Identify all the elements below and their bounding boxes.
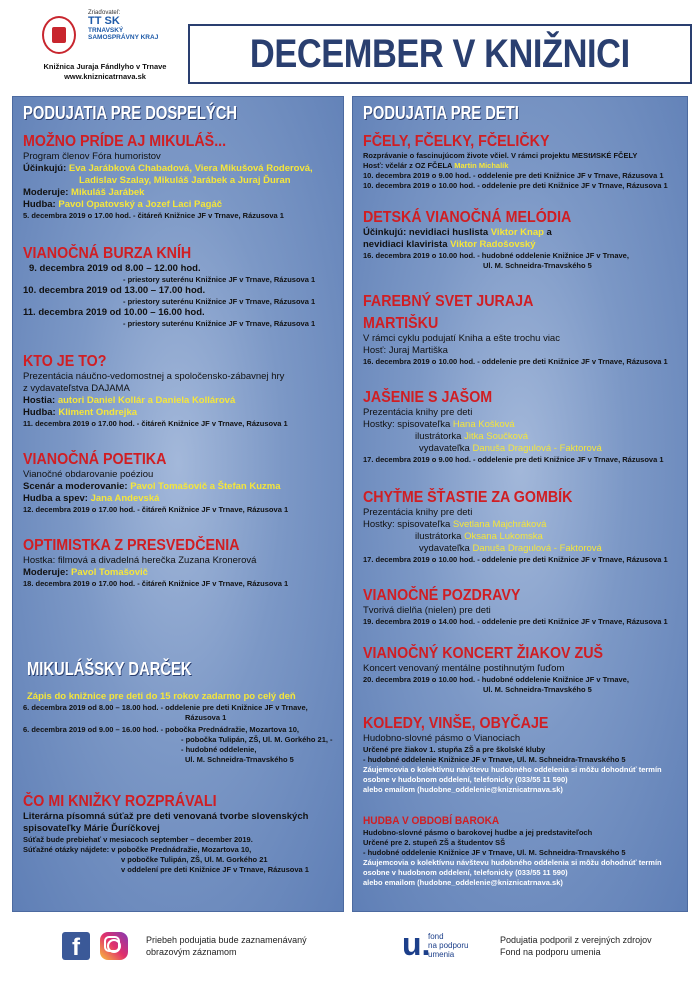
event-line: V rámci cyklu podujatí Kniha a ešte trochu viac bbox=[363, 333, 560, 344]
event-kto-je-to bbox=[23, 353, 339, 429]
event-title: CHYŤME ŠŤASTIE ZA GOMBÍK bbox=[363, 489, 573, 506]
event-line bbox=[23, 187, 339, 199]
music: Pavol Opatovský a Jozef Laci Pagáč bbox=[58, 199, 223, 210]
event-title: HUDBA V OBDOBÍ BAROKA bbox=[363, 815, 500, 827]
event-title: KTO JE TO? bbox=[23, 353, 107, 370]
event-line: osobne v hudobnom oddelení, telefonicky (033/55 11 590) bbox=[363, 775, 568, 784]
event-line: - hudobné oddelenie, bbox=[181, 745, 257, 754]
guest: Danuša Dragulová - Faktorová bbox=[472, 443, 602, 454]
event-line: - pobočka Tulipán, ZŠ, Ul. M. Gorkého 21, - bbox=[181, 735, 333, 744]
event-title: MARTIŠKU bbox=[363, 315, 439, 332]
event-line bbox=[23, 493, 339, 505]
event-line bbox=[363, 531, 685, 543]
event-line bbox=[363, 227, 685, 239]
event-line: Prezentácia knihy pre deti bbox=[363, 407, 473, 418]
event-line: Prezentácia knihy pre deti bbox=[363, 507, 473, 518]
guest: Danuša Dragulová - Faktorová bbox=[472, 543, 602, 554]
event-line bbox=[23, 845, 339, 855]
event-line bbox=[363, 519, 685, 531]
fpu-logo-text bbox=[428, 932, 468, 959]
event-line: Literárna písomná súťaž pre deti venovaná tvorbe slovenských bbox=[23, 811, 309, 822]
event-title: OPTIMISTKA Z PRESVEDČENIA bbox=[23, 537, 240, 554]
label: vydavateľka bbox=[419, 443, 473, 454]
date: 6. decembra 2019 od 9.00 – 16.00 hod. bbox=[23, 725, 159, 734]
page-title: DECEMBER V KNIŽNICI bbox=[250, 31, 630, 76]
support-note-line: Podujatia podporil z verejných zdrojov bbox=[500, 935, 652, 945]
event-date: 12. decembra 2019 o 17.00 hod. - čitáreň Knižnice JF v Trnave, Rázusova 1 bbox=[23, 505, 289, 514]
instagram-icon[interactable] bbox=[100, 932, 128, 960]
mikulassky-heading: MIKULÁŠSKY DARČEK bbox=[27, 659, 192, 679]
fpu-line: na podporu bbox=[428, 941, 469, 950]
event-line: alebo emailom (hudobne_oddelenie@kniznicatrnava.sk) bbox=[363, 878, 563, 887]
event-title: JAŠENIE S JAŠOM bbox=[363, 389, 493, 406]
support-note bbox=[500, 934, 652, 958]
event-line: Tvorivá dielňa (nielen) pre deti bbox=[363, 605, 491, 616]
label: Účinkujú: bbox=[23, 163, 69, 174]
event-line bbox=[23, 199, 339, 211]
event-line bbox=[363, 543, 685, 555]
recording-note-line: obrazovým záznamom bbox=[146, 947, 237, 957]
event-date: 10. decembra 2019 o 9.00 hod. - oddelenie pre deti Knižnice JF v Trnave, Rázusova 1 bbox=[363, 171, 664, 180]
event-line: v pobočke Tulipán, ZŠ, Ul. M. Gorkého 21 bbox=[121, 855, 268, 864]
place: - oddelenie pre deti Knižnice JF v Trnave, bbox=[160, 703, 308, 712]
event-line: v oddelení pre deti Knižnice JF v Trnave, Rázusova 1 bbox=[121, 865, 309, 874]
zriadovatel-label: Zriaďovateľ: bbox=[88, 10, 121, 16]
event-line: Určené pre 2. stupeň ZŠ a študentov SŠ bbox=[363, 838, 506, 847]
event-line bbox=[363, 161, 685, 171]
adults-heading: PODUJATIA PRE DOSPELÝCH bbox=[23, 103, 238, 123]
event-date: 19. decembra 2019 o 14.00 hod. - oddelenie pre deti Knižnice JF v Trnave, Rázusova 1 bbox=[363, 617, 668, 626]
event-date: 17. decembra 2019 o 9.00 hod. - oddelenie pre deti Knižnice JF v Trnave, Rázusova 1 bbox=[363, 455, 664, 464]
recording-note bbox=[146, 934, 307, 958]
crest-icon bbox=[42, 16, 76, 54]
library-name: Knižnica Juraja Fándlyho v Trnave bbox=[43, 62, 167, 71]
event-line bbox=[363, 443, 685, 455]
event-fcely bbox=[363, 133, 685, 191]
event-title: MOŽNO PRÍDE AJ MIKULÁŠ... bbox=[23, 133, 227, 150]
library-name-block bbox=[30, 62, 180, 82]
event-vianocne-pozdravy bbox=[363, 587, 685, 627]
performer: Viktor Knap bbox=[490, 227, 544, 238]
event-line bbox=[23, 407, 339, 419]
guest: Svetlana Majchráková bbox=[452, 519, 547, 530]
event-line: Zápis do knižnice pre deti do 15 rokov zadarmo po celý deň bbox=[27, 691, 296, 702]
event-line bbox=[363, 419, 685, 431]
event-farebny-svet bbox=[363, 293, 685, 367]
event-line: - hudobné oddelenie Knižnice JF v Trnave, Ul. M. Schneidra-Trnavského 5 bbox=[363, 755, 626, 764]
event-line: spisovateľky Márie Ďuríčkovej bbox=[23, 823, 160, 834]
event-place: - priestory suterénu Knižnice JF v Trnave, Rázusova 1 bbox=[123, 319, 316, 328]
event-place: - priestory suterénu Knižnice JF v Trnave, Rázusova 1 bbox=[123, 275, 316, 284]
guest: Oksana Lukomska bbox=[464, 531, 543, 542]
music: Kliment Ondrejka bbox=[58, 407, 138, 418]
label: Moderuje: bbox=[23, 567, 72, 578]
event-koncert-zus bbox=[363, 645, 685, 695]
event-optimistka bbox=[23, 537, 339, 589]
event-title: FAREBNÝ SVET JURAJA bbox=[363, 293, 534, 310]
event-chytme-stastie bbox=[363, 489, 685, 565]
event-title: VIANOČNÁ POETIKA bbox=[23, 451, 167, 468]
event-line bbox=[23, 481, 339, 493]
event-line bbox=[23, 175, 339, 187]
event-line: - hudobné oddelenie Knižnice JF v Trnave, Ul. M. Schneidra-Trnavského 5 bbox=[363, 848, 626, 857]
event-date: 16. decembra 2019 o 10.00 hod. - hudobné oddelenie Knižnice JF v Trnave, bbox=[363, 251, 629, 260]
guests: autori Daniel Kollár a Daniela Kollárová bbox=[57, 395, 236, 406]
event-date: 11. decembra 2019 od 10.00 – 16.00 hod. bbox=[23, 307, 205, 318]
event-line: Hostka: filmová a divadelná herečka Zuzana Kronerová bbox=[23, 555, 257, 566]
label: ilustrátorka bbox=[415, 531, 465, 542]
label: Scenár a moderovanie: bbox=[23, 481, 131, 492]
header bbox=[10, 8, 690, 90]
text: nevidiaci klavirista bbox=[363, 239, 451, 250]
text: a bbox=[543, 227, 552, 238]
label: Hudba a spev: bbox=[23, 493, 91, 504]
event-burza-knih bbox=[23, 245, 339, 329]
event-title: VIANOČNÉ POZDRAVY bbox=[363, 587, 521, 604]
event-line bbox=[363, 239, 685, 251]
event-title: FČELY, FČELKY, FČELIČKY bbox=[363, 133, 550, 150]
hosts: Pavol Tomašovič a Štefan Kuzma bbox=[130, 481, 281, 492]
event-line: Hudobno-slovné pásmo o Vianociach bbox=[363, 733, 521, 744]
performers: Ladislav Szalay, Mikuláš Jarábek a Juraj Ďuran bbox=[79, 175, 291, 186]
event-line: Rozprávanie o fascinujúcom živote včiel. V rámci projektu MEStИSKÉ FČELY bbox=[363, 151, 638, 160]
event-line: z vydavateľstva DAJAMA bbox=[23, 383, 130, 394]
fpu-line: umenia bbox=[428, 950, 455, 959]
event-line bbox=[23, 567, 339, 579]
recording-note-line: Priebeh podujatia bude zaznamenávaný bbox=[146, 935, 307, 945]
event-line bbox=[23, 163, 339, 175]
event-date: 10. decembra 2019 od 13.00 – 17.00 hod. bbox=[23, 285, 206, 296]
event-koledy bbox=[363, 715, 685, 795]
label: Moderuje: bbox=[23, 187, 72, 198]
label: vydavateľka bbox=[419, 543, 473, 554]
children-heading: PODUJATIA PRE DETI bbox=[363, 103, 519, 123]
event-title: KOLEDY, VINŠE, OBYČAJE bbox=[363, 715, 549, 732]
performer: Viktor Radošovský bbox=[450, 239, 536, 250]
event-line: osobne v hudobnom oddelení, telefonicky (033/55 11 590) bbox=[363, 868, 568, 877]
support-note-line: Fond na podporu umenia bbox=[500, 947, 601, 957]
place: - pobočka Prednádražie, Mozartova 10, bbox=[160, 725, 299, 734]
fpu-line: fond bbox=[428, 932, 444, 941]
moderator: Pavol Tomašovič bbox=[71, 567, 148, 578]
label: Účinkujú: bbox=[363, 227, 409, 238]
event-line bbox=[363, 431, 685, 443]
event-vianocna-poetika bbox=[23, 451, 339, 515]
event-date: 5. decembra 2019 o 17.00 hod. - čitáreň Knižnice JF v Trnave, Rázusova 1 bbox=[23, 211, 284, 220]
ttsk-logo bbox=[88, 10, 168, 58]
event-date: 17. decembra 2019 o 10.00 hod. - oddelenie pre deti Knižnice JF v Trnave, Rázusova 1 bbox=[363, 555, 668, 564]
guest: Martin Michalík bbox=[454, 161, 509, 170]
event-line: Program členov Fóra humoristov bbox=[23, 151, 161, 162]
fpu-logo-mark: u. bbox=[402, 926, 431, 962]
event-line: Súťaž bude prebiehať v mesiacoch september – december 2019. bbox=[23, 835, 253, 844]
facebook-icon[interactable]: f bbox=[62, 932, 90, 960]
label: Hosť: včelár z OZ FČELA bbox=[363, 161, 455, 170]
event-line: Vianočné obdarovanie poéziou bbox=[23, 469, 154, 480]
event-line: Určené pre žiakov 1. stupňa ZŠ a pre školské kluby bbox=[363, 745, 546, 754]
event-title: DETSKÁ VIANOČNÁ MELÓDIA bbox=[363, 209, 572, 226]
event-place: Ul. M. Schneidra-Trnavského 5 bbox=[483, 261, 592, 270]
event-line bbox=[23, 703, 339, 713]
event-line: Prezentácia náučno-vedomostnej a spoločensko-zábavnej hry bbox=[23, 371, 285, 382]
event-line: Hudobno-slovné pásmo o barokovej hudbe a jej predstaviteľoch bbox=[363, 828, 593, 837]
event-line bbox=[23, 395, 339, 407]
place: v pobočke Prednádražie, Mozartova 10, bbox=[111, 845, 252, 854]
event-hudba-baroka bbox=[363, 815, 685, 888]
title-box bbox=[188, 24, 692, 84]
event-line bbox=[23, 725, 339, 735]
label: Hudba: bbox=[23, 199, 59, 210]
ttsk-name: TRNAVSKÝ SAMOSPRÁVNY KRAJ bbox=[88, 27, 159, 41]
text: nevidiaci huslista bbox=[408, 227, 491, 238]
event-jasenie bbox=[363, 389, 685, 465]
music: Jana Andevská bbox=[90, 493, 160, 504]
event-place: - priestory suterénu Knižnice JF v Trnave, Rázusova 1 bbox=[123, 297, 316, 306]
event-detska-melodia bbox=[363, 209, 685, 271]
event-date: 9. decembra 2019 od 8.00 – 12.00 hod. bbox=[29, 263, 201, 274]
label: ilustrátorka bbox=[415, 431, 465, 442]
event-line: Záujemcovia o kolektívnu návštevu hudobného oddelenia si môžu dohodnúť termín bbox=[363, 765, 662, 774]
event-date: 11. decembra 2019 o 17.00 hod. - čitáreň Knižnice JF v Trnave, Rázusova 1 bbox=[23, 419, 288, 428]
footer bbox=[10, 918, 690, 978]
event-title: ČO MI KNIŽKY ROZPRÁVALI bbox=[23, 793, 217, 810]
event-line: Ul. M. Schneidra-Trnavského 5 bbox=[185, 755, 294, 764]
adults-panel bbox=[12, 96, 344, 912]
event-date: 18. decembra 2019 o 17.00 hod. - čitáreň Knižnice JF v Trnave, Rázusova 1 bbox=[23, 579, 289, 588]
children-panel bbox=[352, 96, 688, 912]
label: Súťažné otázky nájdete: bbox=[23, 845, 112, 854]
moderator: Mikuláš Jarábek bbox=[71, 187, 145, 198]
performers: Eva Jarábková Chabadová, Viera Mikušová Roderová, bbox=[68, 163, 313, 174]
event-mikulassky-darcek bbox=[23, 691, 339, 765]
event-line: Koncert venovaný mentálne postihnutým ľuďom bbox=[363, 663, 565, 674]
library-web: www.kniznicatrnava.sk bbox=[64, 72, 146, 81]
event-title: VIANOČNÁ BURZA KNÍH bbox=[23, 245, 192, 262]
event-date: 20. decembra 2019 o 10.00 hod. - hudobné oddelenie Knižnice JF v Trnave, bbox=[363, 675, 629, 684]
library-logo bbox=[30, 10, 170, 88]
label: Hostia: bbox=[23, 395, 58, 406]
ttsk-mark: TT SK bbox=[88, 15, 120, 27]
label: Hostky: spisovateľka bbox=[363, 419, 453, 430]
guest: Jitka Součková bbox=[464, 431, 529, 442]
event-line: Hosť: Juraj Martiška bbox=[363, 345, 448, 356]
label: Hudba: bbox=[23, 407, 59, 418]
event-date: 10. decembra 2019 o 10.00 hod. - oddelenie pre deti Knižnice JF v Trnave, Rázusova 1 bbox=[363, 181, 668, 190]
event-line: Rázusova 1 bbox=[185, 713, 227, 722]
event-place: Ul. M. Schneidra-Trnavského 5 bbox=[483, 685, 592, 694]
event-mozno-pride bbox=[23, 133, 339, 221]
event-title: VIANOČNÝ KONCERT ŽIAKOV ZUŠ bbox=[363, 645, 604, 662]
event-line: alebo emailom (hudobne_oddelenie@kniznicatrnava.sk) bbox=[363, 785, 563, 794]
label: Hostky: spisovateľka bbox=[363, 519, 453, 530]
event-line: Záujemcovia o kolektívnu návštevu hudobného oddelenia si môžu dohodnúť termín bbox=[363, 858, 662, 867]
guest: Hana Košková bbox=[452, 419, 515, 430]
date: 6. decembra 2019 od 8.00 – 18.00 hod. bbox=[23, 703, 159, 712]
event-co-mi-knizky bbox=[23, 793, 339, 875]
event-date: 16. decembra 2019 o 10.00 hod. - oddelenie pre deti Knižnice JF v Trnave, Rázusova 1 bbox=[363, 357, 668, 366]
